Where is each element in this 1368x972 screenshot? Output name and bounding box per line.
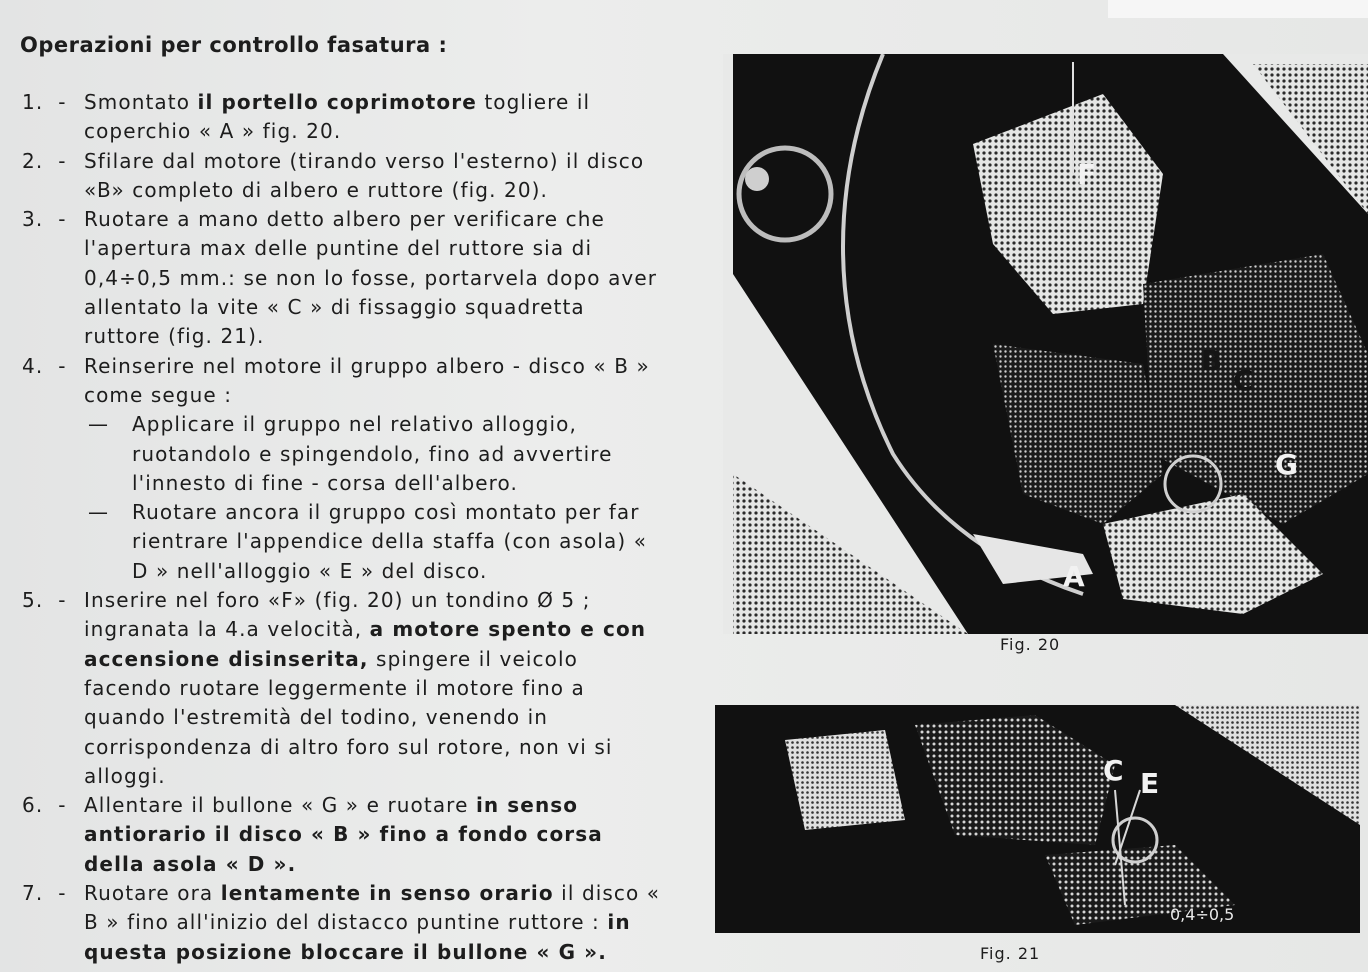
step-6: 6. - Allentare il bullone « G » e ruotare in senso antiorario il disco « B » fino a fondo corsa della asola « D ». bbox=[22, 793, 603, 876]
step-number: 6. - bbox=[22, 793, 67, 818]
label-f: F bbox=[1077, 158, 1097, 191]
figure-20-photo bbox=[723, 54, 1368, 634]
step-4: 4. - Reinserire nel motore il gruppo albero - disco « B » come segue : bbox=[22, 353, 650, 407]
label-e: E bbox=[1140, 767, 1160, 800]
step-3: 3. - Ruotare a mano detto albero per verificare che l'apertura max delle puntine del ruttore sia di 0,4÷0,5 mm.: se non lo fosse, portarvela dopo aver allentato la vite « C » di fissaggio squadretta ruttore (fig. 21). bbox=[22, 207, 658, 349]
instructions bbox=[22, 88, 662, 967]
step-number: 2. - bbox=[22, 148, 67, 173]
dash-bullet: — bbox=[88, 412, 110, 437]
step-2: 2. - Sfilare dal motore (tirando verso l'esterno) il disco «B» completo di albero e ruttore (fig. 20). bbox=[22, 148, 645, 202]
step-number: 4. - bbox=[22, 353, 67, 378]
step-4-sub-1: — Applicare il gruppo nel relativo alloggio, ruotandolo e spingendolo, fino ad avvertire l'innesto di fine - corsa dell'albero. bbox=[88, 412, 613, 495]
step-number: 3. - bbox=[22, 207, 67, 232]
step-4-sub-2: — Ruotare ancora il gruppo così montato per far rientrare l'appendice della staffa (con asola) « D » nell'alloggio « E » del disco. bbox=[88, 500, 648, 583]
step-1: 1. - Smontato il portello coprimotore togliere il coperchio « A » fig. 20. bbox=[22, 90, 591, 144]
figure-20-caption: Fig. 20 bbox=[1000, 635, 1061, 654]
figure-21-photo bbox=[715, 705, 1360, 933]
label-a: A bbox=[1063, 560, 1085, 593]
label-c: C bbox=[1233, 364, 1254, 397]
step-5: 5. - Inserire nel foro «F» (fig. 20) un tondino Ø 5 ; ingranata la 4.a velocità, a motore spento e con accensione disinserita, spingere il veicolo facendo ruotare leggermente il motore fino a quando l'estremità del todino, venendo in corrispondenza di altro foro sul rotore, non vi si alloggi. bbox=[22, 588, 647, 788]
page-corner bbox=[1108, 0, 1368, 18]
label-gap: 0,4÷0,5 bbox=[1170, 905, 1235, 924]
label-c: C bbox=[1103, 754, 1124, 787]
step-number: 1. - bbox=[22, 90, 67, 114]
section-title: Operazioni per controllo fasatura : bbox=[20, 33, 448, 57]
dash-bullet: — bbox=[88, 500, 110, 525]
label-b: B bbox=[1201, 344, 1223, 377]
figure-21-caption: Fig. 21 bbox=[980, 944, 1041, 963]
step-number: 5. - bbox=[22, 588, 67, 613]
label-g: G bbox=[1275, 448, 1298, 481]
step-7: 7. - Ruotare ora lentamente in senso orario il disco « B » fino all'inizio del distacco puntine ruttore : in questa posizione bloccare il bullone « G ». bbox=[22, 881, 661, 964]
step-number: 7. - bbox=[22, 881, 67, 906]
